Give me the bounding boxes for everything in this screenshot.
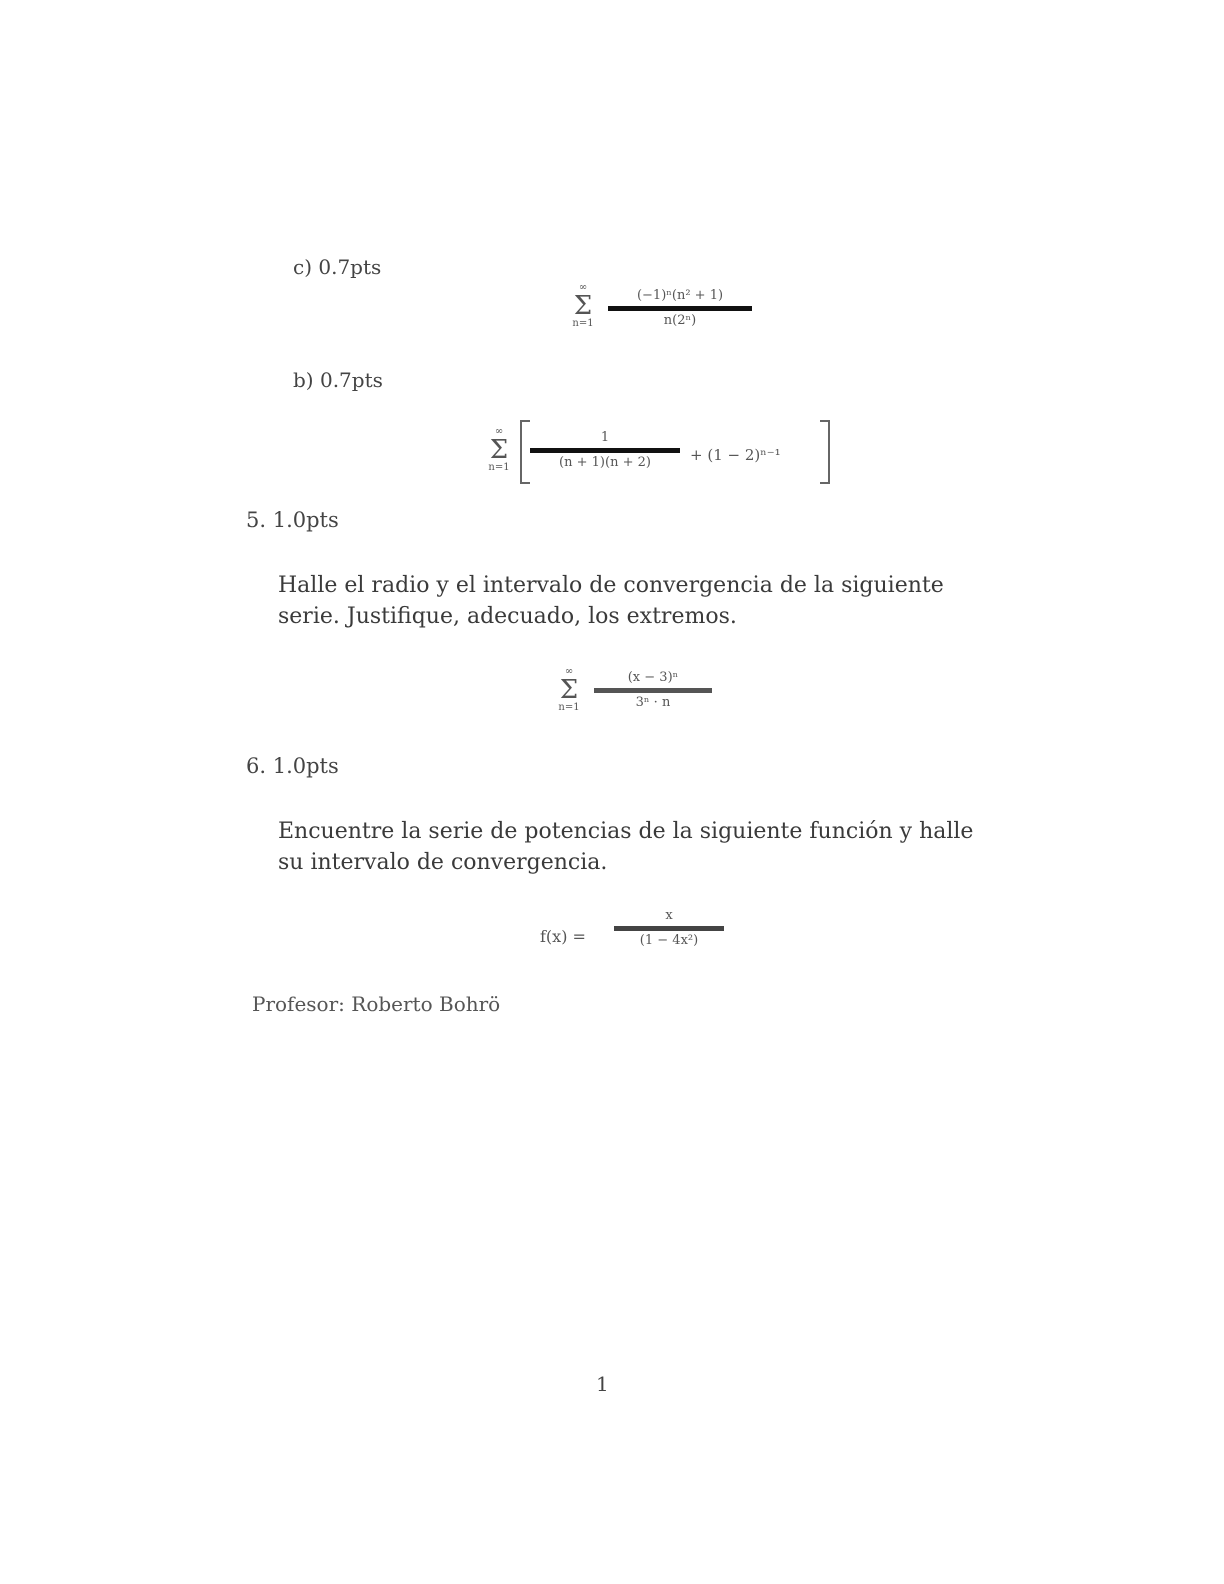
formula-d-tail: + (1 − 2)ⁿ⁻¹ (690, 446, 781, 464)
sum-upper-ex5: ∞ (564, 666, 574, 677)
sum-lower-ex5: n=1 (558, 702, 580, 713)
fraction-ex6-denominator: (1 − 4x²) (639, 933, 699, 948)
fraction-ex6-bar (614, 926, 724, 931)
summation-ex5 (552, 666, 586, 714)
sum-upper-d: ∞ (494, 426, 504, 437)
exercise-6-text: Encuentre la serie de potencias de la siguiente función y halle su intervalo de convergencia. (278, 819, 974, 875)
right-bracket (820, 420, 830, 484)
fraction-d-numerator: 1 (600, 430, 610, 445)
sum-upper-c: ∞ (578, 282, 588, 293)
item-c-label: c) 0.7pts (293, 255, 382, 279)
exercise-5-label: 5. 1.0pts (246, 508, 339, 532)
sum-lower-d: n=1 (488, 462, 510, 473)
sigma-icon: Σ (489, 435, 509, 465)
exercise-5-text: Halle el radio y el intervalo de convergencia de la siguiente serie. Justifique, adecuado, los extremos. (278, 573, 944, 629)
fraction-d (530, 430, 680, 471)
summation-d (482, 426, 516, 474)
left-bracket (520, 420, 530, 484)
formula-ex6-lhs: f(x) = (540, 927, 586, 946)
fraction-ex6-numerator: x (665, 908, 673, 923)
sum-lower-c: n=1 (572, 318, 594, 329)
fraction-ex5-denominator: 3ⁿ · n (635, 695, 671, 710)
fraction-d-bar (530, 448, 680, 453)
summation-c (566, 282, 600, 330)
fraction-ex5-numerator: (x − 3)ⁿ (627, 670, 679, 685)
fraction-c-numerator: (−1)ⁿ(n² + 1) (636, 288, 724, 303)
item-d-label: b) 0.7pts (293, 368, 383, 392)
fraction-c-denominator: n(2ⁿ) (663, 313, 697, 328)
fraction-d-denominator: (n + 1)(n + 2) (559, 455, 651, 470)
sigma-icon: Σ (573, 291, 593, 321)
page-number: 1 (596, 1372, 609, 1396)
fraction-c-bar (608, 306, 752, 311)
fraction-ex6 (614, 908, 724, 949)
fraction-ex5 (594, 670, 712, 711)
exercise-6-label: 6. 1.0pts (246, 754, 339, 778)
professor-signature: Profesor: Roberto Bohrö (252, 992, 501, 1016)
fraction-c (608, 288, 752, 329)
fraction-ex5-bar (594, 688, 712, 693)
sigma-icon: Σ (559, 675, 579, 705)
